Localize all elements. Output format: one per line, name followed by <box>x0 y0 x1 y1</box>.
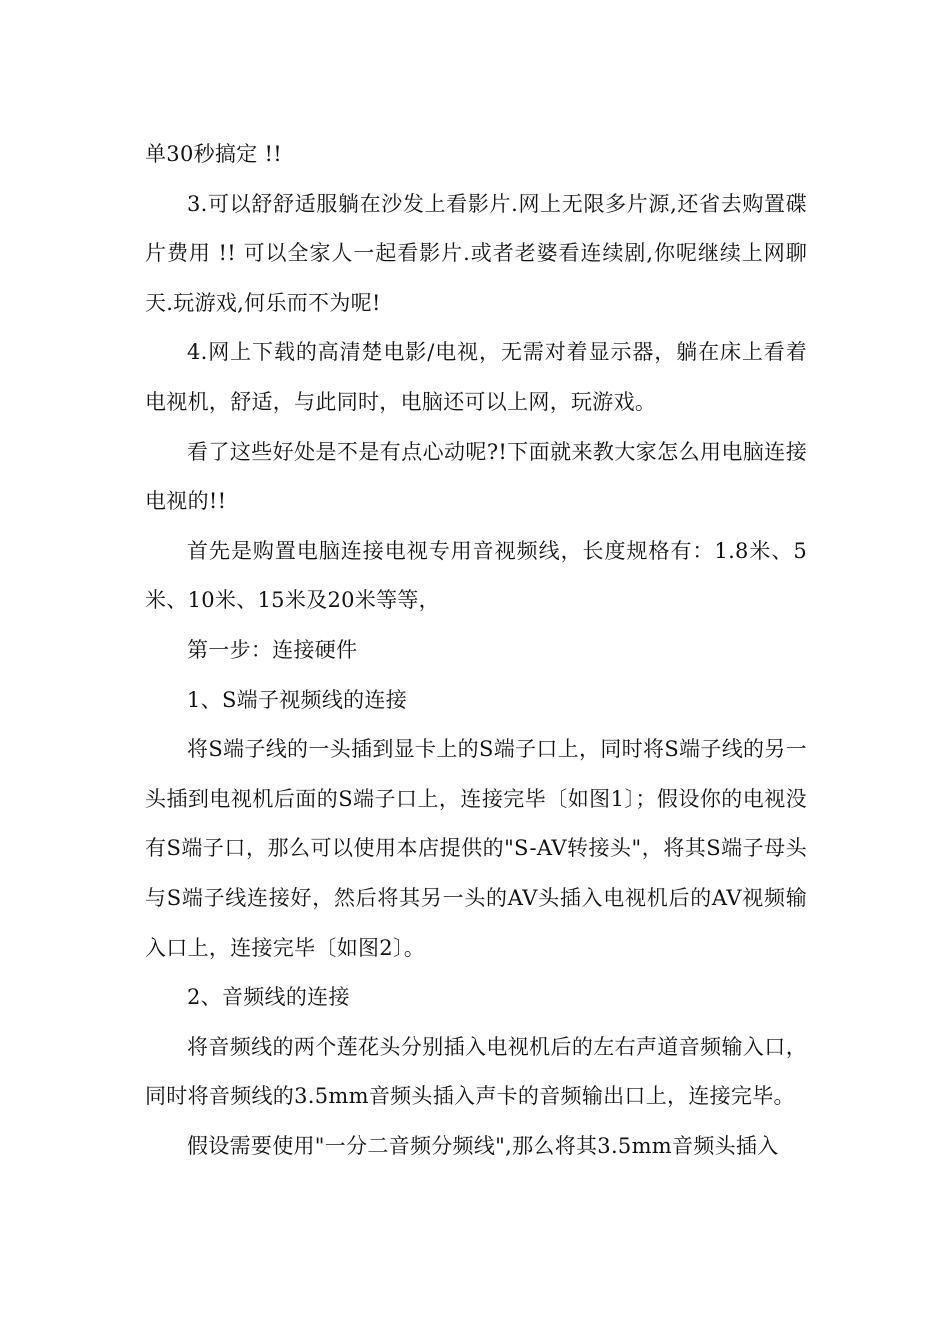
document-body <box>145 130 807 1171</box>
paragraph: 将音频线的两个莲花头分别插入电视机后的左右声道音频输入口，同时将音频线的3.5mm音频头插入声卡的音频输出口上，连接完毕。 <box>145 1034 807 1109</box>
paragraph: 将S端子线的一头插到显卡上的S端子口上，同时将S端子线的另一头插到电视机后面的S端子口上，连接完毕〔如图1〕；假设你的电视没有S端子口，那么可以使用本店提供的"S-AV转接头"，将其S端子母头与S端子线连接好，然后将其另一头的AV头插入电视机后的AV视频输入口上，连接完毕〔如图2〕。 <box>145 737 807 960</box>
paragraph: 看了这些好处是不是有点心动呢?!下面就来教大家怎么用电脑连接电视的!! <box>145 439 807 514</box>
paragraph: 首先是购置电脑连接电视专用音视频线，长度规格有：1.8米、5米、10米、15米及20米等等， <box>145 538 807 613</box>
paragraph: 4.网上下载的高清楚电影/电视，无需对着显示器，躺在床上看着电视机，舒适，与此同时，电脑还可以上网，玩游戏。 <box>145 340 807 414</box>
subsection-heading: 1、S端子视频线的连接 <box>187 687 408 712</box>
section-heading: 第一步：连接硬件 <box>187 637 358 662</box>
paragraph: 假设需要使用"一分二音频分频线",那么将其3.5mm音频头插入 <box>187 1133 779 1158</box>
paragraph: 单30秒搞定 !! <box>145 142 282 166</box>
subsection-heading: 2、音频线的连接 <box>187 985 350 1010</box>
paragraph: 3.可以舒舒适服躺在沙发上看影片.网上无限多片源,还省去购置碟片费用 !! 可以全家人一起看影片.或者老婆看连续剧,你呢继续上网聊天.玩游戏,何乐而不为呢! <box>145 191 807 315</box>
